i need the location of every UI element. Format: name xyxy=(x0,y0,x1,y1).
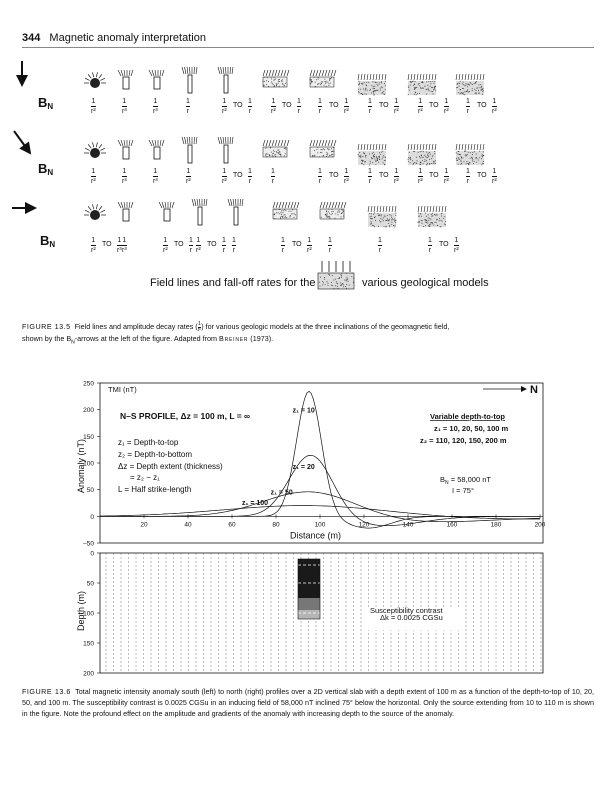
falloff-fraction: 1 r xyxy=(318,98,322,115)
falloff-fraction: 1 r² xyxy=(344,168,349,185)
falloff-fraction: 1 r² xyxy=(492,98,497,115)
falloff-fraction: 1 r² xyxy=(196,237,201,254)
slab-icon xyxy=(320,209,344,219)
figure-13-5 xyxy=(0,55,615,305)
falloff-fraction: 1 r xyxy=(248,168,252,185)
slab-icon xyxy=(263,77,287,87)
contact-icon xyxy=(418,213,446,227)
pipe-icon xyxy=(154,147,160,159)
falloff-fraction: 1 r² xyxy=(222,98,227,115)
legend-left-line: = z₂ − z₁ xyxy=(130,473,160,482)
header-rule xyxy=(22,47,594,48)
depth-tick-label: 0 xyxy=(90,550,94,558)
falloff-fraction: 1 r xyxy=(318,168,322,185)
dike-icon xyxy=(188,145,192,163)
dike-icon xyxy=(224,145,228,163)
legend-model-icon xyxy=(318,261,354,289)
series-label: z₁ = 10 xyxy=(292,407,315,415)
caption-text: Total magnetic intensity anomaly south (left) to north (right) profiles over a 2D vertical slab with a depth extent of 100 m as a function of the depth-to-top of 10, 20, 50, and 100 m. The susceptibility contrast is 0.0025 CGSu in an inducing field of 58,000 nT inclined 75° below the horizontal. Only the source extending from 10 to 110 m is shown in the figure. Note the profound effect on the amplitude and gradients of the anomaly with increasing depth to the source of the anomaly. xyxy=(22,687,595,718)
depth-tick-label: 50 xyxy=(86,580,94,588)
model-icon xyxy=(84,142,106,158)
falloff-fraction: 1 r² xyxy=(492,168,497,185)
to-word: TO xyxy=(207,241,217,248)
bn-sub: N xyxy=(47,168,54,177)
model-icon xyxy=(159,202,174,221)
x-tick-label: 20 xyxy=(140,521,148,529)
model-icon xyxy=(408,144,437,165)
legend-right-line: z₂ = 110, 120, 150, 200 m xyxy=(420,436,507,445)
x-tick-label: 40 xyxy=(184,521,192,529)
falloff-fraction: 1 r² xyxy=(91,98,96,115)
falloff-fraction: 1 r xyxy=(248,98,252,115)
falloff-fraction: 1 r xyxy=(368,168,372,185)
falloff-fraction: 1 r² xyxy=(394,98,399,115)
to-word: TO xyxy=(233,102,243,109)
model-icon xyxy=(320,202,346,219)
bottom-label-left: Field lines and fall-off rates for the xyxy=(150,277,316,289)
to-word: TO xyxy=(379,102,389,109)
contact-icon xyxy=(408,151,436,165)
model-icon xyxy=(84,204,106,220)
caption-end: (1973). xyxy=(248,333,274,343)
x-tick-label: 80 xyxy=(272,521,280,529)
inclination-label: I = 75° xyxy=(452,486,474,495)
pipe-icon xyxy=(123,77,129,89)
to-word: TO xyxy=(439,241,449,248)
caption-frac-num: 1 xyxy=(198,320,201,327)
legend-right-line: z₁ = 10, 20, 50, 100 m xyxy=(434,424,509,433)
depth-tick-label: 100 xyxy=(83,610,94,618)
dike-icon xyxy=(234,207,238,225)
caption-line2-sub: N xyxy=(71,339,75,346)
source-slab-mid xyxy=(298,598,320,610)
page-header xyxy=(22,32,206,44)
y-tick-label: −50 xyxy=(82,540,94,548)
model-icon xyxy=(182,67,197,93)
source-slab-light xyxy=(298,610,320,619)
profile-title: N–S PROFILE, Δz = 100 m, L = ∞ xyxy=(120,411,251,421)
to-word: TO xyxy=(233,172,243,179)
model-icon xyxy=(358,74,386,96)
model-icon xyxy=(228,199,243,225)
legend-left-line: Δz = Depth extent (thickness) xyxy=(118,462,223,471)
falloff-fraction: 1 r² xyxy=(418,168,423,185)
to-word: TO xyxy=(292,241,302,248)
pipe-icon xyxy=(164,209,170,221)
dike-icon xyxy=(188,75,192,93)
figure-13-5-caption xyxy=(22,321,594,348)
falloff-fraction: 1 r² xyxy=(271,98,276,115)
falloff-fraction: 1 r² xyxy=(454,237,459,254)
y-tick-label: 0 xyxy=(90,513,94,521)
model-icon xyxy=(418,206,447,227)
anomaly-profile-chart xyxy=(0,375,615,680)
model-icon xyxy=(263,140,289,157)
model-icon xyxy=(149,140,164,159)
to-word: TO xyxy=(429,102,439,109)
model-icon xyxy=(310,70,337,87)
model-icon xyxy=(456,74,484,95)
model-icon xyxy=(118,70,133,89)
legend-left-line: z₁ = Depth-to-top xyxy=(118,438,179,447)
tmi-unit-label: TMI (nT) xyxy=(108,385,137,394)
series-label: z₁ = 50 xyxy=(270,489,293,497)
caption-mid: ) for various geologic models at the three inclinations of the geomagnetic field, xyxy=(201,322,450,331)
depth-tick-label: 200 xyxy=(83,670,94,678)
legend-right-title: Variable depth-to-top xyxy=(430,412,505,421)
falloff-fraction: 1 r³ xyxy=(117,237,122,254)
sphere-icon xyxy=(90,210,100,220)
falloff-fraction: 1 r³ xyxy=(153,98,158,115)
depth-tick-label: 150 xyxy=(83,640,94,648)
north-label: N xyxy=(530,384,538,396)
caption-frac-den: rⁿ xyxy=(197,326,202,333)
to-word: TO xyxy=(477,102,487,109)
model-icon xyxy=(84,72,106,88)
model-icon xyxy=(310,140,336,158)
falloff-fraction: 1 r³ xyxy=(122,98,127,115)
bn-arrow-icon xyxy=(14,131,30,153)
falloff-fraction: 1 r² xyxy=(394,168,399,185)
falloff-fraction: 1 r xyxy=(368,98,372,115)
model-icon xyxy=(263,70,290,87)
falloff-fraction: 1 r² xyxy=(307,237,312,254)
falloff-fraction: 1 r³ xyxy=(153,168,158,185)
field-strength-value: = 58,000 nT xyxy=(448,475,491,484)
model-icon xyxy=(182,137,197,163)
caption-author: Breiner xyxy=(219,333,249,343)
x-tick-label: 100 xyxy=(314,521,326,529)
falloff-fraction: 1 r xyxy=(232,237,236,254)
model-icon xyxy=(192,199,207,225)
model-icon xyxy=(218,137,233,163)
bottom-label-right: various geological models xyxy=(362,277,489,289)
bn-sub: N xyxy=(49,240,56,249)
x-tick-label: 140 xyxy=(402,521,414,529)
y-axis-label: Anomaly (nT) xyxy=(76,438,86,493)
falloff-fraction: 1 r² xyxy=(444,98,449,115)
susceptibility-value: Δk = 0.0025 CGSu xyxy=(380,613,443,623)
bn-label: BN xyxy=(38,161,54,177)
field-strength-sub: N xyxy=(445,480,449,486)
model-icon xyxy=(218,67,233,93)
caption-line2-mid: -arrows at the left of the figure. Adapted from xyxy=(74,333,220,343)
legend-left-line: L = Half strike-length xyxy=(118,485,192,494)
running-title: Magnetic anomaly interpretation xyxy=(49,32,206,44)
falloff-fraction: 1 r xyxy=(466,98,470,115)
depth-axis-label: Depth (m) xyxy=(76,590,86,631)
field-strength-label: $B_N = 58,000$ nT xyxy=(440,475,491,486)
to-word: TO xyxy=(102,241,112,248)
dike-icon xyxy=(224,75,228,93)
figure-13-6-caption xyxy=(22,686,594,719)
model-icon xyxy=(358,144,386,166)
to-word: TO xyxy=(477,172,487,179)
series-label: z₁ = 20 xyxy=(292,463,315,471)
caption-label: FIGURE 13.5 xyxy=(22,322,71,331)
caption-line2-pre: shown by the B xyxy=(22,333,72,343)
pipe-icon xyxy=(123,209,129,221)
falloff-fraction: 1 r² xyxy=(91,168,96,185)
model-icon xyxy=(118,202,133,221)
sphere-icon xyxy=(90,78,100,88)
pipe-icon xyxy=(154,77,160,89)
falloff-fraction: 1 r³ xyxy=(122,168,127,185)
falloff-fraction: 1 r xyxy=(428,237,432,254)
model-icon xyxy=(456,144,485,165)
y-tick-label: 250 xyxy=(83,380,94,388)
y-tick-label: 200 xyxy=(83,407,94,415)
falloff-fraction: 1 r xyxy=(222,237,226,254)
falloff-fraction: 1 r² xyxy=(186,168,191,185)
x-axis-label: Distance (m) xyxy=(290,530,342,541)
falloff-fraction: 1 r xyxy=(328,237,332,254)
to-word: TO xyxy=(429,172,439,179)
figure-13-6 xyxy=(0,375,615,680)
to-word: TO xyxy=(282,102,292,109)
model-icon xyxy=(368,206,397,228)
legend-left-line: z₂ = Depth-to-bottom xyxy=(118,450,193,459)
falloff-fraction: 1 r xyxy=(186,98,190,115)
model-icon xyxy=(118,140,133,159)
model-icon xyxy=(273,202,299,219)
bn-label: BN xyxy=(38,95,54,111)
y-tick-label: 150 xyxy=(83,433,94,441)
x-tick-label: 60 xyxy=(228,521,236,529)
to-word: TO xyxy=(174,241,184,248)
north-arrowhead-icon xyxy=(521,386,527,392)
sphere-icon xyxy=(90,148,100,158)
to-word: TO xyxy=(329,172,339,179)
model-icon xyxy=(408,74,437,95)
falloff-fraction: 1 r xyxy=(281,237,285,254)
series-label: z₁ = 100 xyxy=(242,500,269,507)
caption-pre: Field lines and amplitude decay rates ( xyxy=(74,322,198,331)
falloff-fraction: 1 r xyxy=(378,237,382,254)
falloff-fraction: 1 r² xyxy=(222,168,227,185)
falloff-fraction: 1 r² xyxy=(418,98,423,115)
x-tick-label: 180 xyxy=(490,521,502,529)
y-tick-label: 50 xyxy=(86,487,94,495)
dike-icon xyxy=(198,207,202,225)
model-icon xyxy=(149,70,164,89)
x-tick-label: 120 xyxy=(358,521,370,529)
caption-label: FIGURE 13.6 xyxy=(22,687,71,696)
falloff-fraction: 1 r³ xyxy=(122,237,127,254)
pipe-icon xyxy=(123,147,129,159)
falloff-fraction: 1 r xyxy=(297,98,301,115)
bn-sub: N xyxy=(47,102,54,111)
slab-icon xyxy=(263,147,287,157)
falloff-fraction: 1 r² xyxy=(163,237,168,254)
to-word: TO xyxy=(379,172,389,179)
y-tick-label: 100 xyxy=(83,460,94,468)
falloff-fraction: 1 r² xyxy=(444,168,449,185)
falloff-fraction: 1 r² xyxy=(344,98,349,115)
susceptibility-title: Susceptibility contrast xyxy=(370,606,443,615)
falloff-fraction: 1 r xyxy=(189,237,193,254)
depth-frame xyxy=(100,553,543,673)
to-word: TO xyxy=(329,102,339,109)
x-tick-label: 200 xyxy=(534,521,546,529)
bn-label: BN xyxy=(40,233,56,249)
falloff-fraction: 1 r xyxy=(271,168,275,185)
falloff-fraction: 1 r² xyxy=(91,237,96,254)
falloff-fraction: 1 r xyxy=(466,168,470,185)
x-tick-label: 160 xyxy=(446,521,458,529)
page-number: 344 xyxy=(22,32,41,44)
